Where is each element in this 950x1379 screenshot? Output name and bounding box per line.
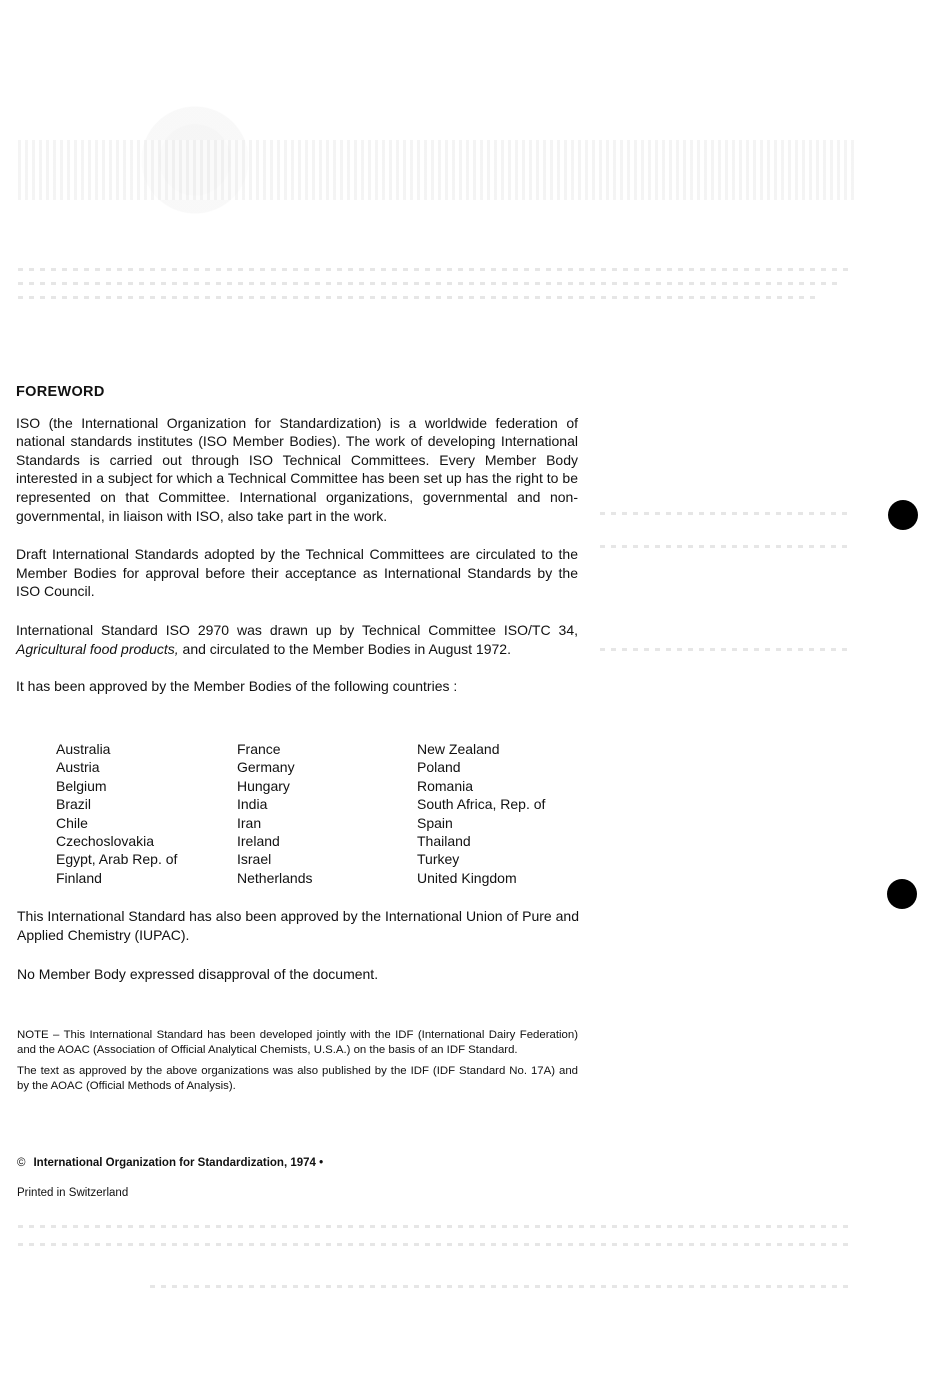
copyright-text: International Organization for Standardization, 1974 •: [33, 1157, 324, 1169]
country-name: France: [237, 741, 281, 757]
country-name: India: [237, 796, 268, 813]
showthrough-line: [18, 1243, 848, 1246]
foreword-paragraph-drafts: Draft International Standards adopted by the Technical Committees are circulated to the Member Bodies for approval before their acceptance as International Standards by the ISO Council.: [16, 546, 578, 600]
showthrough-title: [18, 140, 858, 200]
country-name: Iran: [237, 814, 262, 831]
country-name: Brazil: [56, 796, 92, 813]
approval-notes: [17, 907, 579, 984]
country-name: Australia: [56, 741, 111, 757]
country-name: Netherlands: [237, 869, 313, 886]
foreword-section: [16, 383, 578, 715]
country-column-2: [237, 740, 313, 887]
printed-location: Printed in Switzerland: [17, 1187, 129, 1199]
country-name: Poland: [417, 759, 461, 776]
showthrough-line: [18, 268, 848, 271]
showthrough-line: [18, 1225, 848, 1228]
country-name: Germany: [237, 759, 295, 776]
foreword-heading: FOREWORD: [16, 384, 105, 400]
country-name: Egypt, Arab Rep. of: [56, 851, 178, 868]
binding-hole-mark: [887, 879, 917, 909]
country-name: Finland: [56, 869, 102, 886]
country-name: United Kingdom: [417, 869, 517, 886]
foreword-paragraph-approval: It has been approved by the Member Bodies of the following countries :: [16, 678, 458, 695]
showthrough-line: [600, 545, 850, 548]
country-name: Israel: [237, 851, 272, 868]
note-idf-aoac: NOTE – This International Standard has been developed jointly with the IDF (International Dairy Federation) and the AOAC (Association of Official Analytical Chemists, U.S.A.) on the basis of an IDF Standard.: [17, 1029, 578, 1056]
copyright-symbol: ©: [17, 1157, 26, 1169]
country-name: Romania: [417, 777, 474, 794]
country-name: Hungary: [237, 777, 290, 794]
foreword-paragraph-standard: [16, 621, 578, 658]
note-section: [17, 1028, 578, 1100]
country-name: Czechoslovakia: [56, 833, 155, 850]
country-name: Thailand: [417, 833, 471, 850]
country-name: Belgium: [56, 777, 107, 794]
country-name: Ireland: [237, 833, 280, 850]
showthrough-line: [600, 512, 850, 515]
country-name: South Africa, Rep. of: [417, 796, 546, 813]
standard-text-end: and circulated to the Member Bodies in August 1972.: [178, 640, 511, 657]
committee-title: Agricultural food products,: [16, 640, 179, 657]
country-column-3: [417, 740, 545, 887]
disapproval-paragraph: No Member Body expressed disapproval of the document.: [17, 966, 379, 982]
country-name: New Zealand: [417, 741, 500, 757]
standard-text-start: International Standard ISO 2970 was drawn up by Technical Committee ISO/TC 34,: [16, 621, 578, 638]
country-name: Turkey: [417, 851, 460, 868]
showthrough-line: [150, 1285, 850, 1288]
iupac-paragraph: This International Standard has also been approved by the International Union of Pure and Applied Chemistry (IUPAC).: [17, 908, 579, 943]
note-publication: The text as approved by the above organizations was also published by the IDF (IDF Standard No. 17A) and by the AOAC (Official Methods of Analysis).: [17, 1065, 578, 1092]
showthrough-line: [18, 296, 818, 299]
showthrough-line: [18, 282, 838, 285]
binding-hole-mark: [888, 500, 918, 530]
country-name: Austria: [56, 759, 100, 776]
copyright-line: [17, 1157, 323, 1169]
country-column-1: [56, 740, 177, 887]
foreword-paragraph-iso: ISO (the International Organization for Standardization) is a worldwide federation of national standards institutes (ISO Member Bodies). The work of developing International Standards is carried out through ISO Technical Committees. Every Member Body interested in a subject for which a Technical Committee has been set up has the right to be represented on that Committee. International organizations, governmental and non-governmental, in liaison with ISO, also take part in the work.: [16, 414, 578, 524]
country-name: Chile: [56, 814, 88, 831]
country-name: Spain: [417, 814, 453, 831]
showthrough-line: [600, 648, 850, 651]
